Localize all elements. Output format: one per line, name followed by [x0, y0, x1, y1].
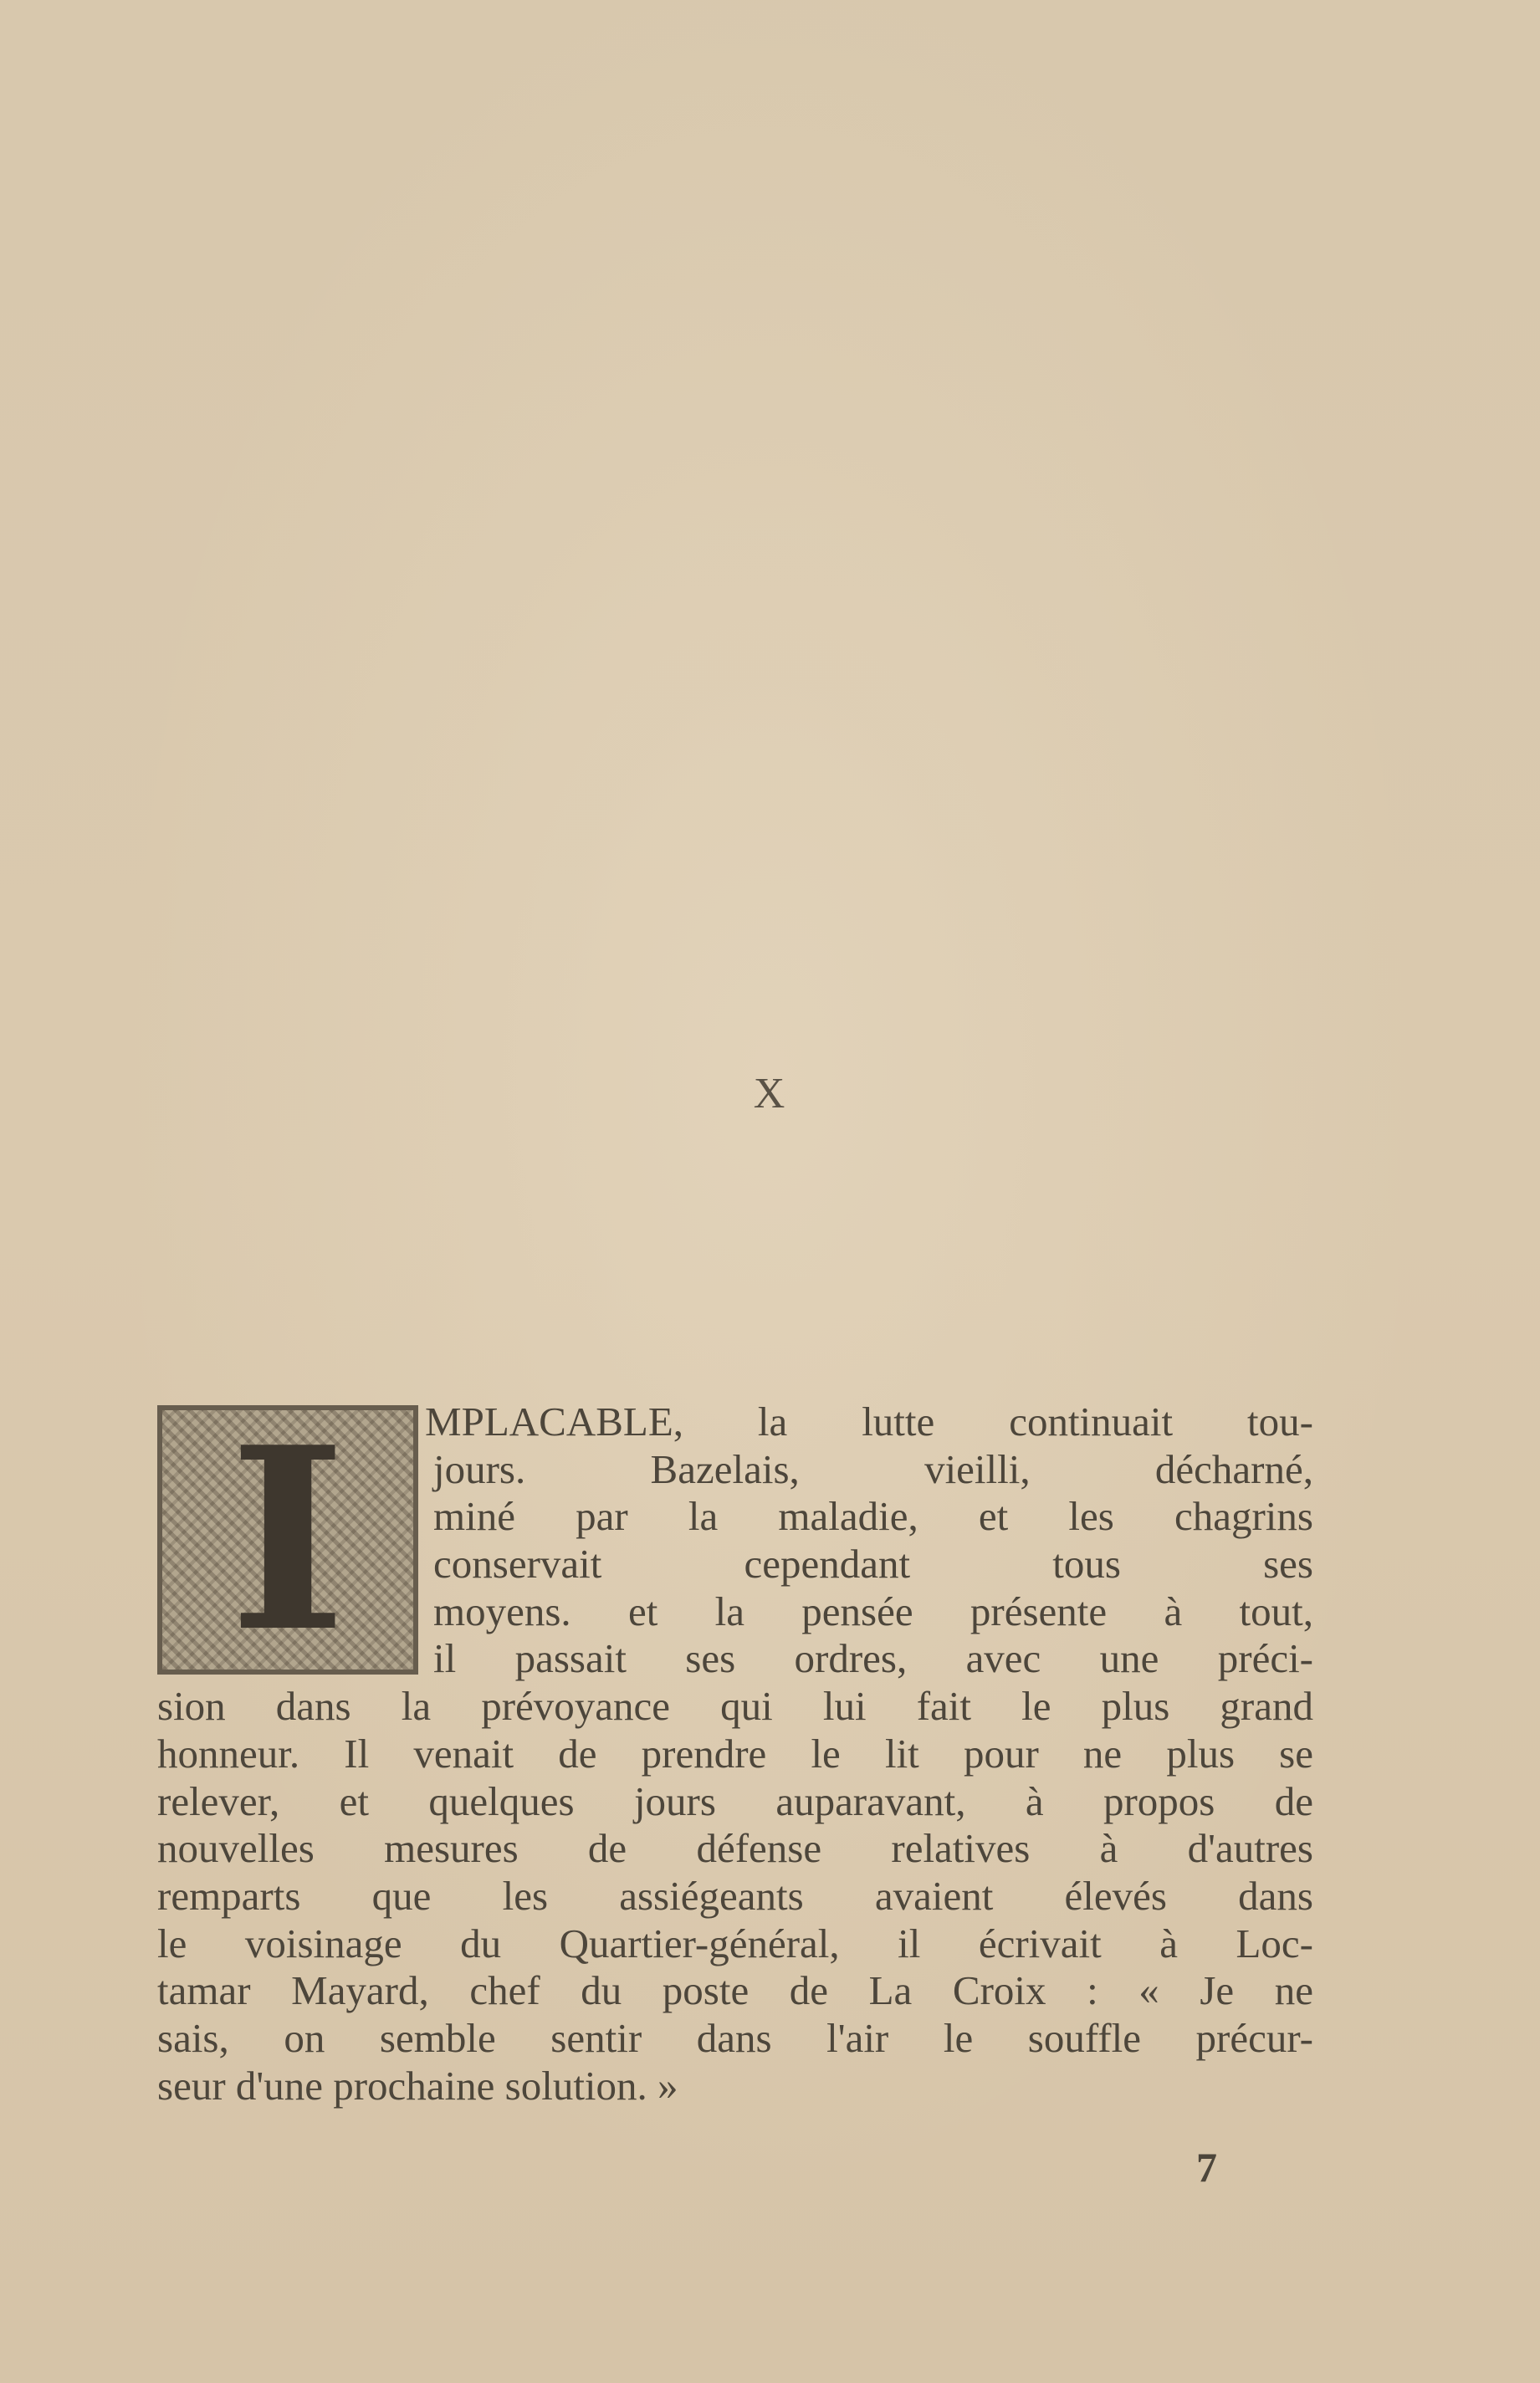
paragraph-line: il passait ses ordres, avec une préci-	[433, 1635, 1313, 1682]
paragraph-line: nouvelles mesures de défense relatives à d'autres	[157, 1825, 1313, 1872]
paragraph-line: le voisinage du Quartier-général, il écrivait à Loc-	[157, 1920, 1313, 1966]
drop-cap-letter: I	[228, 1405, 347, 1675]
paragraph-line: jours. Bazelais, vieilli, décharné,	[433, 1445, 1313, 1492]
paragraph-line: sion dans la prévoyance qui lui fait le plus grand	[157, 1683, 1313, 1730]
page-number: 7	[1196, 2144, 1217, 2191]
paragraph-line: relever, et quelques jours auparavant, à propos de	[157, 1777, 1313, 1824]
paragraph-line: honneur. Il venait de prendre le lit pour ne plus se	[157, 1730, 1313, 1777]
paragraph-line: tamar Mayard, chef du poste de La Croix : « Je ne	[157, 1967, 1313, 2014]
chapter-number: X	[753, 1070, 787, 1117]
paragraph-line: miné par la maladie, et les chagrins	[433, 1493, 1313, 1540]
paragraph-line: MPLACABLE, la lutte continuait tou-	[425, 1399, 1313, 1445]
chapter-paragraph	[157, 1399, 1313, 2109]
paragraph-line: sais, on semble sentir dans l'air le souffle précur-	[157, 2014, 1313, 2061]
paragraph-line: remparts que les assiégeants avaient élevés dans	[157, 1872, 1313, 1919]
paragraph-line: moyens. et la pensée présente à tout,	[433, 1588, 1313, 1634]
paragraph-line: conservait cependant tous ses	[433, 1541, 1313, 1588]
paragraph-line: seur d'une prochaine solution. »	[157, 2062, 678, 2109]
